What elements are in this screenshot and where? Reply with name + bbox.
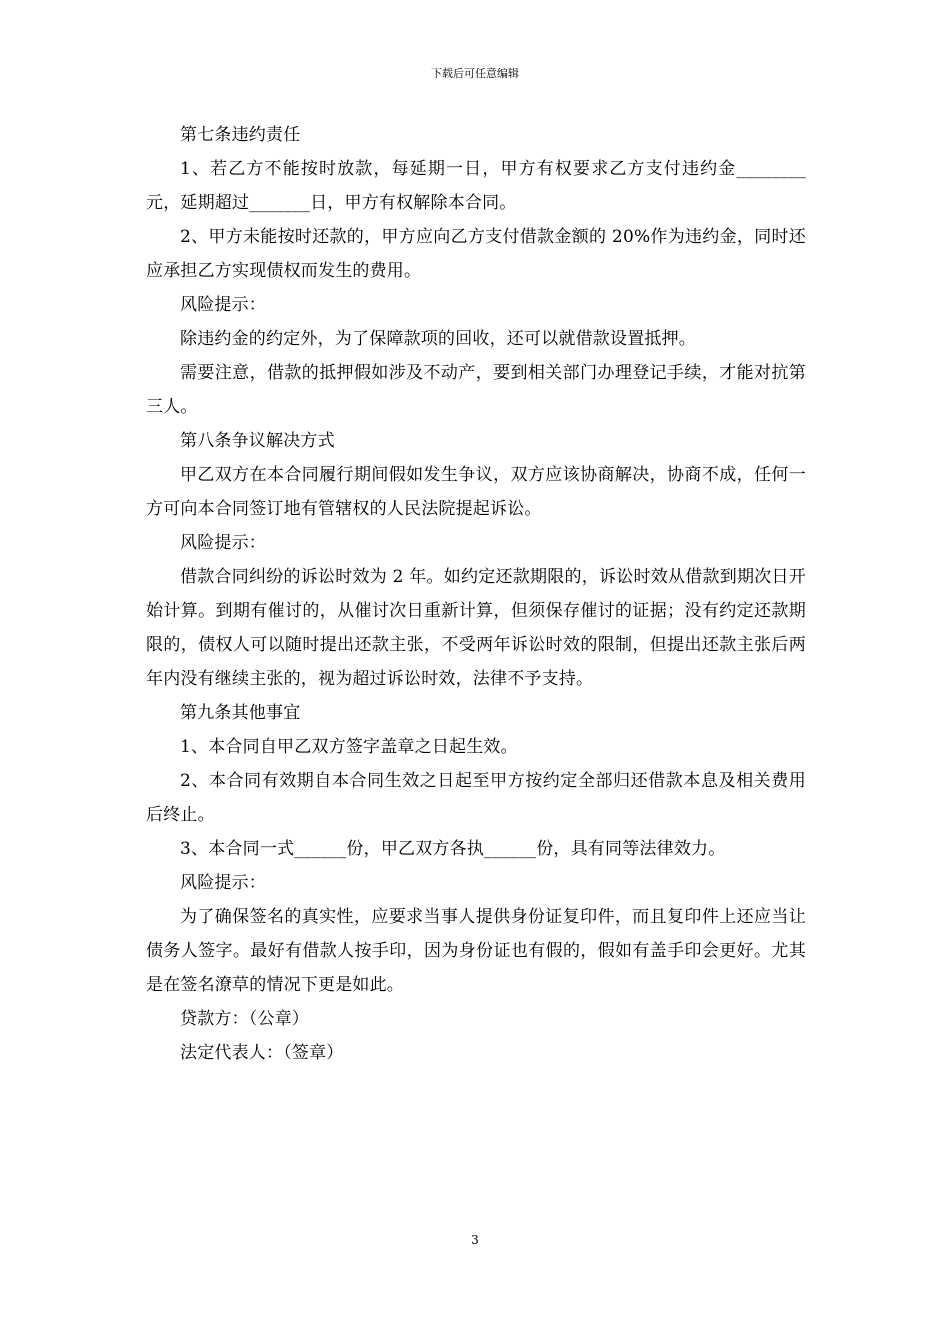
clause-7-1: 1、若乙方不能按时放款，每延期一日，甲方有权要求乙方支付违约金________元，延期超过_______日，甲方有权解除本合同。 xyxy=(146,159,806,213)
page-number: 3 xyxy=(471,1233,479,1247)
risk-note-heading: 风险提示： xyxy=(180,873,266,893)
clause-7-2: 2、甲方未能按时还款的，甲方应向乙方支付借款金额的 20%作为违约金，同时还应承担乙方实现债权而发生的费用。 xyxy=(146,227,806,281)
section-heading-7: 第七条违约责任 xyxy=(180,125,301,145)
clause-9-1: 1、本合同自甲乙双方签字盖章之日起生效。 xyxy=(180,737,518,757)
page-header: 下载后可任意编辑 xyxy=(431,67,519,80)
risk-note-text: 需要注意，借款的抵押假如涉及不动产，要到相关部门办理登记手续，才能对抗第三人。 xyxy=(146,363,806,417)
clause-8: 甲乙双方在本合同履行期间假如发生争议，双方应该协商解决，协商不成，任何一方可向本合同签订地有管辖权的人民法院提起诉讼。 xyxy=(146,465,806,519)
risk-note-text: 为了确保签名的真实性，应要求当事人提供身份证复印件，而且复印件上还应当让债务人签字。最好有借款人按手印，因为身份证也有假的，假如有盖手印会更好。尤其是在签名潦草的情况下更是如此。 xyxy=(146,907,806,995)
risk-note-text: 借款合同纠纷的诉讼时效为 2 年。如约定还款期限的，诉讼时效从借款到期次日开始计算。到期有催讨的，从催讨次日重新计算，但须保存催讨的证据；没有约定还款期限的，债权人可以随时提出还款主张，不受两年诉讼时效的限制，但提出还款主张后两年内没有继续主张的，视为超过诉讼时效，法律不予支持。 xyxy=(146,567,806,689)
section-heading-8: 第八条争议解决方式 xyxy=(180,431,335,451)
clause-9-3: 3、本合同一式______份，甲乙双方各执______份，具有同等法律效力。 xyxy=(180,839,726,859)
document-body xyxy=(146,118,806,1070)
section-heading-9: 第九条其他事宜 xyxy=(180,703,301,723)
clause-9-2: 2、本合同有效期自本合同生效之日起至甲方按约定全部归还借款本息及相关费用后终止。 xyxy=(146,771,806,825)
legal-representative-signature-line: 法定代表人：（签章） xyxy=(180,1043,344,1063)
risk-note-text: 除违约金的约定外，为了保障款项的回收，还可以就借款设置抵押。 xyxy=(180,329,696,349)
lender-signature-line: 贷款方：（公章） xyxy=(180,1009,310,1029)
risk-note-heading: 风险提示： xyxy=(180,533,266,553)
risk-note-heading: 风险提示： xyxy=(180,295,266,315)
